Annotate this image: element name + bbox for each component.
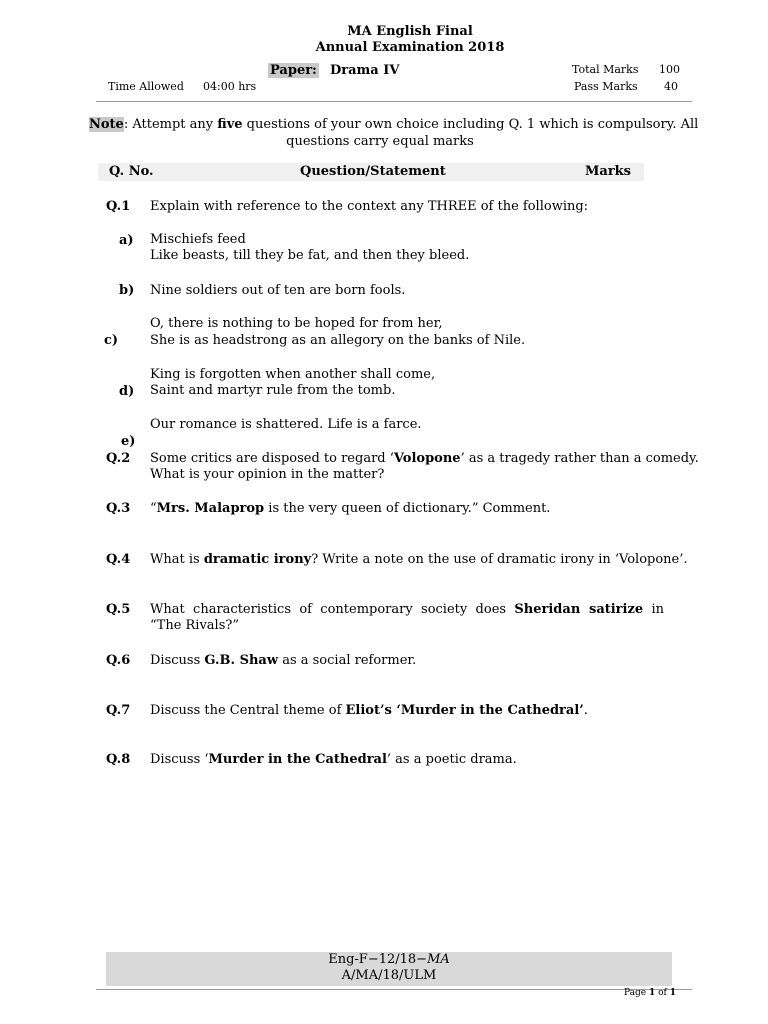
q3-text [150, 501, 550, 516]
footer-code-box [106, 952, 672, 986]
q1-c-line1: O, there is nothing to be hoped for from her, [150, 316, 443, 331]
q5-text-pre: What characteristics of contemporary society does [150, 602, 515, 617]
q4-text-post: ? Write a note on the use of dramatic irony in ‘Volopone’. [311, 552, 688, 567]
note-line-1 [89, 117, 698, 132]
paper-value: Drama IV [330, 63, 400, 78]
exam-subtitle: Annual Examination 2018 [315, 40, 505, 55]
note-text-bold: five [217, 117, 243, 132]
q1-b-line1: Nine soldiers out of ten are born fools. [150, 283, 406, 298]
q6-text [150, 653, 416, 668]
page-of: of [655, 988, 670, 998]
page-number [624, 988, 676, 998]
q4-text [150, 552, 688, 567]
note-text-pre: : Attempt any [123, 117, 218, 132]
q8-text-bold: Murder in the Cathedral [208, 752, 387, 767]
q1-a-label: a) [119, 233, 134, 248]
total-marks-value: 100 [659, 63, 680, 76]
q3-text-pre: “ [150, 501, 157, 516]
q3-number: Q.3 [106, 501, 131, 516]
q6-text-bold: G.B. Shaw [204, 653, 279, 668]
footer-code-main: Eng-F−12/18− [328, 952, 428, 967]
header-divider [96, 101, 692, 102]
col-marks: Marks [585, 164, 631, 179]
pass-marks-value: 40 [664, 80, 678, 93]
q7-text-pre: Discuss the Central theme of [150, 703, 346, 718]
footer-code-line1 [106, 952, 672, 968]
q2-text-post: ’ as a tragedy rather than a comedy. [460, 451, 699, 466]
q1-number: Q.1 [106, 199, 131, 214]
q7-number: Q.7 [106, 703, 131, 718]
q1-d-line2: Saint and martyr rule from the tomb. [150, 383, 396, 398]
q1-e-label: e) [121, 434, 136, 449]
note-label: Note [89, 117, 124, 132]
q8-text-pre: Discuss ‘ [150, 752, 209, 767]
q5-text-post: in “The Rivals?” [150, 602, 664, 633]
time-allowed-value: 04:00 hrs [203, 80, 257, 93]
page-current: 1 [648, 988, 656, 998]
q7-text-bold: Eliot’s ‘Murder in the Cathedral’ [345, 703, 584, 718]
q8-number: Q.8 [106, 752, 131, 767]
time-allowed-label: Time Allowed [108, 80, 184, 93]
q1-d-label: d) [119, 384, 135, 399]
total-marks-label: Total Marks [572, 63, 639, 76]
col-qno: Q. No. [109, 164, 154, 179]
q6-text-pre: Discuss [150, 653, 205, 668]
q6-number: Q.6 [106, 653, 131, 668]
q3-text-post: is the very queen of dictionary.” Comment. [264, 501, 551, 516]
q1-text: Explain with reference to the context any THREE of the following: [150, 199, 589, 214]
footer-divider [96, 989, 692, 990]
q1-a-line1: Mischiefs feed [150, 232, 246, 247]
q6-text-post: as a social reformer. [278, 653, 417, 668]
note-line-2: questions carry equal marks [286, 134, 474, 149]
pass-marks-label: Pass Marks [574, 80, 638, 93]
exam-title: MA English Final [347, 24, 473, 39]
q2-line1 [150, 451, 699, 466]
paper-label: Paper: [270, 63, 317, 78]
page-total: 1 [669, 988, 676, 998]
q1-d-line1: King is forgotten when another shall come, [150, 367, 436, 382]
q5-text-bold: Sheridan satirize [514, 602, 644, 617]
q1-e-line1: Our romance is shattered. Life is a farce. [150, 417, 422, 432]
footer-code-line2: A/MA/18/ULM [341, 968, 437, 983]
q4-text-pre: What is [150, 552, 204, 567]
q7-text-post: . [583, 703, 588, 718]
page-pre: Page [624, 988, 649, 998]
q2-text-pre: Some critics are disposed to regard ‘ [150, 451, 394, 466]
q3-text-bold: Mrs. Malaprop [156, 501, 265, 516]
footer-code-italic: MA [427, 952, 450, 967]
q7-text [150, 703, 588, 718]
q1-c-label: c) [104, 333, 119, 348]
q4-text-bold: dramatic irony [203, 552, 312, 567]
q1-a-line2: Like beasts, till they be fat, and then they bleed. [150, 248, 470, 263]
q8-text [150, 752, 517, 767]
q4-number: Q.4 [106, 552, 131, 567]
q2-number: Q.2 [106, 451, 131, 466]
q5-number: Q.5 [106, 602, 131, 617]
q2-text-bold: Volopone [393, 451, 461, 466]
q8-text-post: ’ as a poetic drama. [386, 752, 517, 767]
col-question: Question/Statement [300, 164, 446, 179]
q1-b-label: b) [119, 283, 135, 298]
q2-line2: What is your opinion in the matter? [150, 467, 385, 482]
q1-c-line2: She is as headstrong as an allegory on the banks of Nile. [150, 333, 526, 348]
note-text-post: questions of your own choice including Q. 1 which is compulsory. All [242, 117, 699, 132]
q5-text [150, 602, 664, 634]
